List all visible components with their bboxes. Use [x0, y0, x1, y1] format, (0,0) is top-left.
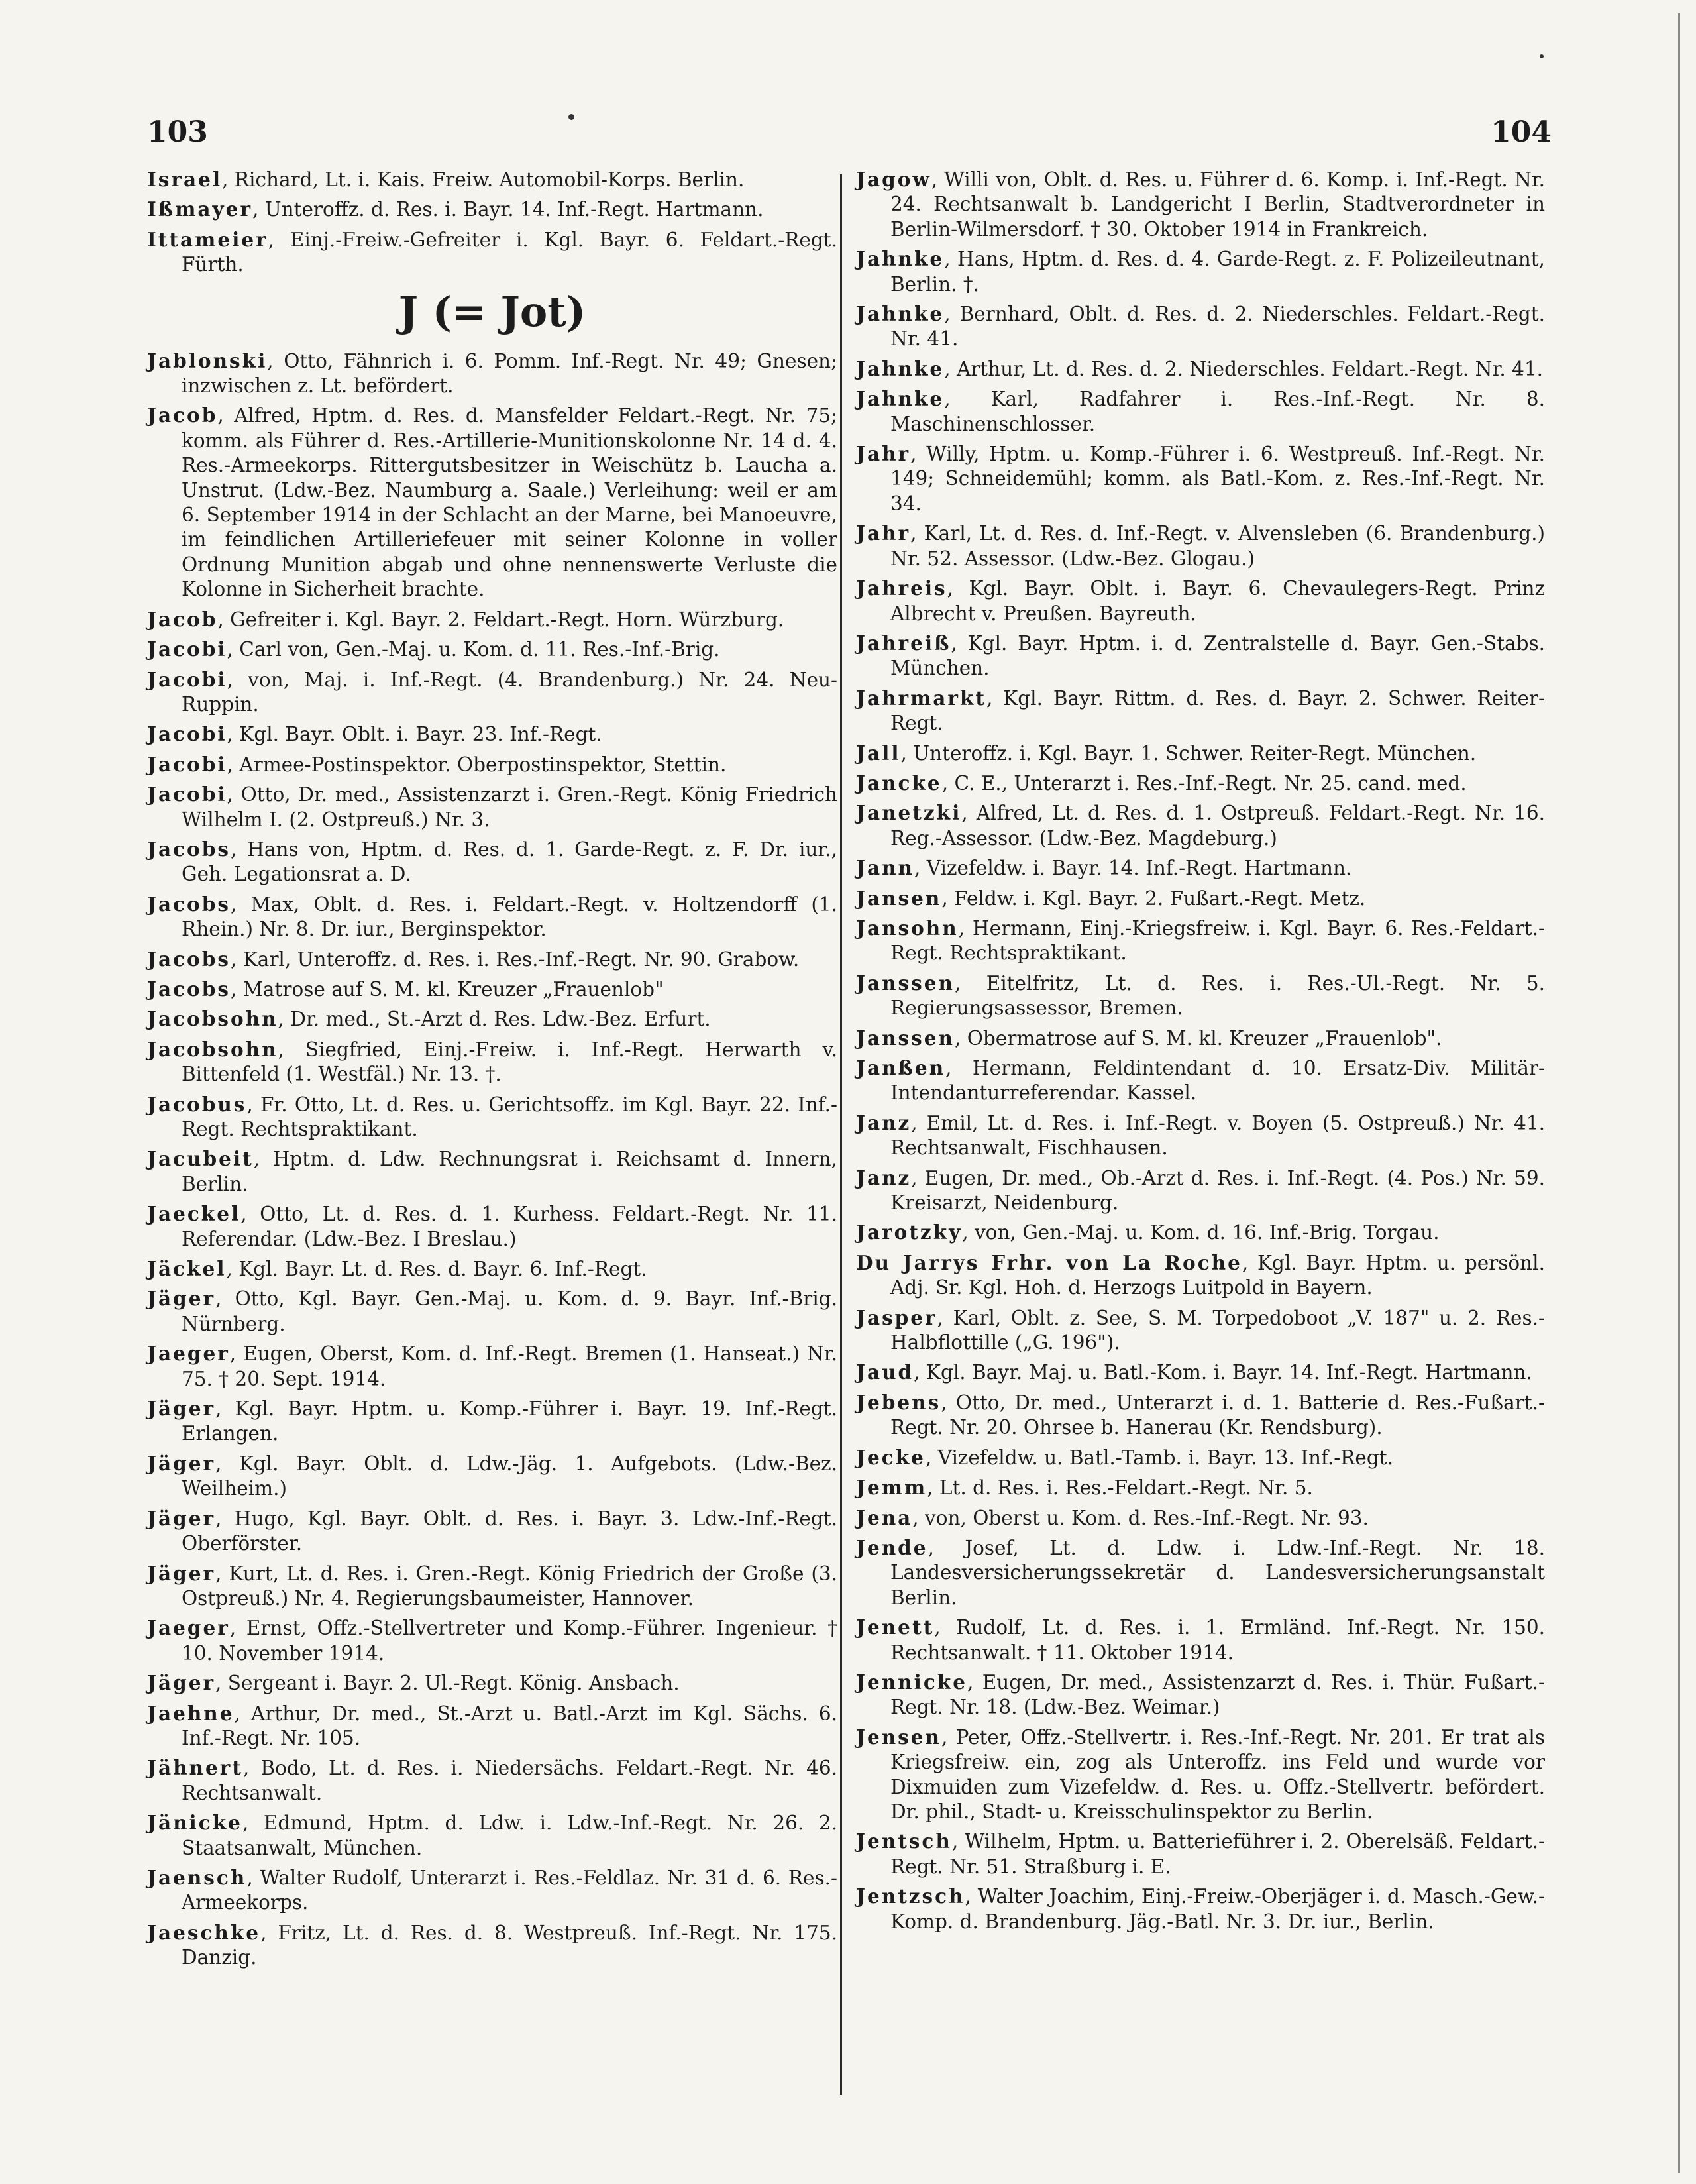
entry-surname: Janz	[856, 1166, 912, 1189]
entry-surname: Jahnke	[856, 247, 945, 271]
register-entry	[147, 1670, 837, 1696]
register-entry	[856, 800, 1545, 851]
register-entry	[147, 1701, 837, 1751]
register-entry	[856, 1360, 1545, 1385]
entry-surname: Jahreis	[856, 576, 947, 600]
register-entry	[147, 637, 837, 662]
entry-surname: Jahrmarkt	[856, 686, 986, 710]
entry-surname: Jall	[856, 741, 901, 765]
register-entry	[856, 246, 1545, 297]
entry-details: , Kgl. Bayr. Hptm. i. d. Zentralstelle d. Bayr. Gen.-Stabs. München.	[890, 631, 1545, 680]
entry-surname: Jahnke	[856, 387, 945, 411]
register-entry	[147, 1865, 837, 1916]
entry-details: , Hans von, Hptm. d. Res. d. 1. Garde-Regt. z. F. Dr. iur., Geh. Legationsrat a. D.	[182, 838, 837, 886]
entry-surname: Jacobi	[147, 752, 227, 776]
entry-surname: Janz	[856, 1111, 912, 1134]
register-entry	[856, 1615, 1545, 1665]
entry-details: , Otto, Lt. d. Res. d. 1. Kurhess. Feldart.-Regt. Nr. 11. Referendar. (Ldw.-Bez. I Breslau.)	[182, 1203, 837, 1250]
register-entry	[856, 1250, 1545, 1301]
entry-details: , Lt. d. Res. i. Res.-Feldart.-Regt. Nr. 5.	[927, 1476, 1313, 1500]
entry-surname: Jancke	[856, 771, 942, 794]
entry-details: , Kurt, Lt. d. Res. i. Gren.-Regt. König Friedrich der Große (3. Ostpreuß.) Nr. 4. Regierungsbaumeister, Hannover.	[182, 1562, 837, 1610]
register-entry	[856, 686, 1545, 736]
register-entry	[856, 1884, 1545, 1934]
entry-details: , Hugo, Kgl. Bayr. Oblt. d. Res. i. Bayr. 3. Ldw.-Inf.-Regt. Oberförster.	[182, 1507, 837, 1555]
entry-surname: Israel	[147, 168, 223, 191]
register-entry	[856, 1445, 1545, 1470]
entry-surname: Jahnke	[856, 356, 945, 380]
page-number-right: 104	[1491, 115, 1552, 149]
entry-details: , Karl, Oblt. z. See, S. M. Torpedoboot „V. 187" u. 2. Res.-Halbflottille („G. 196").	[890, 1306, 1545, 1354]
entry-details: , Willi von, Oblt. d. Res. u. Führer d. 6. Komp. i. Inf.-Regt. Nr. 24. Rechtsanwalt b. Landgericht I Berlin, Stadtverordneter in Berlin-Wilmersdorf. † 30. Oktober 1914 in Frankreich.	[890, 168, 1545, 241]
register-entry	[147, 227, 837, 278]
entry-details: , Karl, Lt. d. Res. d. Inf.-Regt. v. Alvensleben (6. Brandenburg.) Nr. 52. Assessor. (Ldw.-Bez. Glogau.)	[890, 522, 1545, 570]
left-main-entries	[147, 349, 837, 1971]
register-entry	[147, 782, 837, 832]
register-entry	[856, 1670, 1545, 1720]
entry-surname: Jaeschke	[147, 1920, 261, 1944]
register-entry	[856, 631, 1545, 681]
entry-surname: Jaeger	[147, 1342, 230, 1366]
entry-details: , Ernst, Offz.-Stellvertreter und Komp.-Führer. Ingenieur. † 10. November 1914.	[182, 1617, 837, 1665]
entry-surname: Jaeckel	[147, 1202, 241, 1226]
entry-details: , Otto, Kgl. Bayr. Gen.-Maj. u. Kom. d. 9. Bayr. Inf.-Brig. Nürnberg.	[182, 1287, 837, 1335]
entry-details: , Kgl. Bayr. Oblt. i. Bayr. 23. Inf.-Regt.	[227, 723, 602, 746]
entry-surname: Jentsch	[856, 1829, 952, 1853]
register-entry	[147, 1256, 837, 1282]
entry-details: , Eugen, Oberst, Kom. d. Inf.-Regt. Bremen (1. Hanseat.) Nr. 75. † 20. Sept. 1914.	[182, 1342, 837, 1390]
entry-details: , Kgl. Bayr. Hptm. u. persönl. Adj. Sr. Kgl. Hoh. d. Herzogs Luitpold in Bayern.	[890, 1251, 1545, 1299]
entry-surname: Jemm	[856, 1476, 928, 1500]
entry-details: , Siegfried, Einj.-Freiw. i. Inf.-Regt. Herwarth v. Bittenfeld (1. Westfäl.) Nr. 13. †.	[182, 1038, 837, 1086]
entry-details: , Eitelfritz, Lt. d. Res. i. Res.-Ul.-Regt. Nr. 5. Regierungsassessor, Bremen.	[890, 971, 1545, 1020]
register-entry	[856, 441, 1545, 516]
entry-surname: Du Jarrys Frhr. von La Roche	[856, 1250, 1242, 1274]
register-entry	[856, 886, 1545, 911]
entry-details: , Arthur, Dr. med., St.-Arzt u. Batl.-Arzt im Kgl. Sächs. 6. Inf.-Regt. Nr. 105.	[182, 1702, 837, 1749]
entry-details: , von, Gen.-Maj. u. Kom. d. 16. Inf.-Brig. Torgau.	[962, 1221, 1440, 1244]
entry-details: , Walter Joachim, Einj.-Freiw.-Oberjäger i. d. Masch.-Gew.-Komp. d. Brandenburg. Jäg.-Batl. Nr. 3. Dr. iur., Berlin.	[890, 1885, 1545, 1933]
entry-details: , von, Oberst u. Kom. d. Res.-Inf.-Regt. Nr. 93.	[912, 1506, 1369, 1529]
register-entry	[147, 1146, 837, 1197]
entry-details: , Otto, Dr. med., Assistenzarzt i. Gren.-Regt. König Friedrich Wilhelm I. (2. Ostpreuß.) Nr. 3.	[182, 783, 837, 831]
register-entry	[856, 521, 1545, 571]
entry-surname: Jaeger	[147, 1616, 230, 1640]
register-entry	[856, 1305, 1545, 1356]
entry-details: , Alfred, Hptm. d. Res. d. Mansfelder Feldart.-Regt. Nr. 75; komm. als Führer d. Res.-Artillerie-Munitionskolonne Nr. 14 d. 4. Res.-Armeekorps. Rittergutsbesitzer in Weischütz b. Laucha a. Unstrut. (Ldw.-Bez. Naumburg a. Saale.) Verleihung: weil er am 6. September 1914 in der Schlacht an der Marne, bei Manoeuvre, im feindlichen Artilleriefeuer mit seiner Kolonne in voller Ordnung Munition abgab und ohne nennenswerte Verluste die Kolonne in Sicherheit brachte.	[182, 404, 837, 601]
column-divider	[840, 174, 842, 2095]
entry-details: , Arthur, Lt. d. Res. d. 2. Niederschles. Feldart.-Regt. Nr. 41.	[944, 357, 1543, 380]
register-entry	[856, 1725, 1545, 1825]
entry-details: , Hptm. d. Ldw. Rechnungsrat i. Reichsamt d. Innern, Berlin.	[182, 1148, 837, 1195]
entry-details: , Armee-Postinspektor. Oberpostinspektor, Stettin.	[227, 753, 727, 776]
register-entry	[147, 1755, 837, 1806]
entry-details: , Peter, Offz.-Stellvertr. i. Res.-Inf.-Regt. Nr. 201. Er trat als Kriegsfreiw. ein, zog als Unteroffz. ins Feld und wurde vor Dixmuiden zum Vizefeldw. d. Res. u. Offz.-Stellvertr. befördert. Dr. phil., Stadt- u. Kreisschulinspektor zu Berlin.	[890, 1725, 1545, 1823]
print-speck	[1540, 54, 1544, 58]
register-entry	[147, 349, 837, 399]
entry-details: , Vizefeldw. u. Batl.-Tamb. i. Bayr. 13. Inf.-Regt.	[925, 1446, 1393, 1469]
entry-surname: Jäger	[147, 1397, 216, 1421]
entry-surname: Jacobus	[147, 1092, 247, 1116]
register-entry	[856, 1111, 1545, 1161]
entry-surname: Jagow	[856, 168, 931, 191]
register-entry	[147, 1561, 837, 1611]
entry-surname: Jacobi	[147, 637, 227, 661]
entry-surname: Jacob	[147, 607, 218, 631]
register-entry	[147, 403, 837, 602]
right-column	[856, 167, 1545, 1939]
register-entry	[856, 1026, 1545, 1051]
register-entry	[147, 1506, 837, 1556]
register-entry	[147, 1810, 837, 1861]
right-entries	[856, 167, 1545, 1934]
entry-surname: Janssen	[856, 1026, 955, 1050]
register-entry	[147, 752, 837, 777]
register-entry	[147, 1092, 837, 1142]
entry-details: , Fr. Otto, Lt. d. Res. u. Gerichtsoffz. im Kgl. Bayr. 22. Inf.-Regt. Rechtspraktikant.	[182, 1093, 837, 1140]
register-entry	[856, 1535, 1545, 1610]
entry-surname: Jansen	[856, 886, 942, 910]
register-entry	[147, 722, 837, 747]
register-entry	[147, 1286, 837, 1337]
entry-surname: Jäger	[147, 1671, 216, 1695]
register-entry	[147, 197, 837, 222]
entry-details: , Vizefeldw. i. Bayr. 14. Inf.-Regt. Hartmann.	[914, 857, 1352, 880]
register-entry	[856, 167, 1545, 242]
entry-details: , Gefreiter i. Kgl. Bayr. 2. Feldart.-Regt. Horn. Würzburg.	[217, 608, 784, 631]
entry-details: , Kgl. Bayr. Maj. u. Batl.-Kom. i. Bayr. 14. Inf.-Regt. Hartmann.	[914, 1361, 1532, 1384]
entry-surname: Jasper	[856, 1305, 937, 1329]
entry-details: , von, Maj. i. Inf.-Regt. (4. Brandenburg.) Nr. 24. Neu-Ruppin.	[182, 668, 837, 716]
entry-details: , Eugen, Dr. med., Ob.-Arzt d. Res. i. Inf.-Regt. (4. Pos.) Nr. 59. Kreisarzt, Neidenburg.	[890, 1166, 1545, 1215]
entry-details: , Josef, Lt. d. Ldw. i. Ldw.-Inf.-Regt. Nr. 18. Landesversicherungssekretär d. Landesversicherungsanstalt Berlin.	[890, 1536, 1545, 1609]
register-entry	[856, 386, 1545, 437]
entry-details: , Obermatrose auf S. M. kl. Kreuzer „Frauenlob".	[954, 1026, 1442, 1050]
left-top-entries	[147, 167, 837, 278]
entry-surname: Jacobs	[147, 892, 231, 916]
entry-details: , Kgl. Bayr. Oblt. i. Bayr. 6. Chevaulegers-Regt. Prinz Albrecht v. Preußen. Bayreuth.	[890, 577, 1545, 625]
register-entry	[147, 837, 837, 887]
entry-surname: Janßen	[856, 1056, 946, 1079]
register-entry	[856, 916, 1545, 966]
entry-surname: Jäger	[147, 1561, 216, 1585]
entry-surname: Jahreiß	[856, 631, 951, 655]
entry-details: , Eugen, Dr. med., Assistenzarzt d. Res. i. Thür. Fußart.-Regt. Nr. 18. (Ldw.-Bez. Weimar.)	[890, 1670, 1545, 1719]
entry-details: , Bernhard, Oblt. d. Res. d. 2. Niederschles. Feldart.-Regt. Nr. 41.	[890, 303, 1545, 351]
entry-surname: Jarotzky	[856, 1221, 963, 1244]
register-entry	[856, 741, 1545, 766]
register-entry	[147, 1037, 837, 1087]
entry-details: , Max, Oblt. d. Res. i. Feldart.-Regt. v. Holtzendorff (1. Rhein.) Nr. 8. Dr. iur., Berginspektor.	[182, 893, 837, 941]
entry-surname: Jende	[856, 1535, 928, 1559]
entry-surname: Ißmayer	[147, 197, 252, 221]
register-entry	[147, 167, 837, 192]
register-entry	[147, 1341, 837, 1392]
entry-surname: Jacobsohn	[147, 1007, 278, 1031]
entry-surname: Ittameier	[147, 227, 268, 251]
entry-details: , Unteroffz. d. Res. i. Bayr. 14. Inf.-Regt. Hartmann.	[252, 198, 764, 221]
register-entry	[856, 576, 1545, 626]
register-entry	[856, 1475, 1545, 1500]
entry-surname: Jaud	[856, 1360, 914, 1384]
register-entry	[147, 1920, 837, 1971]
register-entry	[147, 1451, 837, 1502]
entry-surname: Jahnke	[856, 302, 945, 326]
register-entry	[147, 947, 837, 972]
entry-details: , Otto, Fähnrich i. 6. Pomm. Inf.-Regt. Nr. 49; Gnesen; inzwischen z. Lt. befördert.	[182, 349, 837, 398]
page-number-left: 103	[147, 115, 208, 149]
register-entry	[147, 1615, 837, 1666]
entry-surname: Jebens	[856, 1390, 941, 1414]
entry-details: , Dr. med., St.-Arzt d. Res. Ldw.-Bez. Erfurt.	[278, 1008, 711, 1031]
entry-details: , Hans, Hptm. d. Res. d. 4. Garde-Regt. z. F. Polizeileutnant, Berlin. †.	[890, 248, 1545, 296]
register-entry	[856, 1166, 1545, 1216]
register-entry	[147, 892, 837, 942]
entry-details: , Sergeant i. Bayr. 2. Ul.-Regt. König. Ansbach.	[215, 1672, 680, 1695]
entry-surname: Jenett	[856, 1615, 935, 1639]
register-entry	[147, 1007, 837, 1032]
entry-surname: Jentzsch	[856, 1884, 965, 1908]
register-entry	[856, 771, 1545, 796]
entry-details: , Fritz, Lt. d. Res. d. 8. Westpreuß. Inf.-Regt. Nr. 175. Danzig.	[182, 1921, 837, 1969]
entry-surname: Janetzki	[856, 801, 962, 825]
left-column	[147, 167, 837, 1975]
entry-surname: Jacobi	[147, 783, 227, 806]
entry-details: , Unteroffz. i. Kgl. Bayr. 1. Schwer. Reiter-Regt. München.	[900, 741, 1477, 765]
entry-details: , Matrose auf S. M. kl. Kreuzer „Frauenlob"	[230, 977, 664, 1001]
register-entry	[856, 1220, 1545, 1245]
entry-details: , Kgl. Bayr. Oblt. d. Ldw.-Jäg. 1. Aufgebots. (Ldw.-Bez. Weilheim.)	[182, 1452, 837, 1500]
entry-surname: Jäckel	[147, 1257, 227, 1281]
entry-details: , Feldw. i. Kgl. Bayr. 2. Fußart.-Regt. Metz.	[941, 887, 1366, 910]
entry-details: , Willy, Hptm. u. Komp.-Führer i. 6. Westpreuß. Inf.-Regt. Nr. 149; Schneidemühl; komm. als Batl.-Kom. z. Res.-Inf.-Regt. Nr. 34.	[890, 443, 1545, 515]
entry-surname: Jansohn	[856, 916, 959, 940]
entry-details: , Edmund, Hptm. d. Ldw. i. Ldw.-Inf.-Regt. Nr. 26. 2. Staatsanwalt, München.	[182, 1812, 837, 1859]
entry-details: , Einj.-Freiw.-Gefreiter i. Kgl. Bayr. 6. Feldart.-Regt. Fürth.	[182, 228, 837, 276]
entry-surname: Jacobsohn	[147, 1037, 278, 1061]
entry-surname: Jacobi	[147, 722, 227, 746]
register-entry	[856, 1390, 1545, 1441]
entry-surname: Jäger	[147, 1451, 216, 1475]
entry-details: , Kgl. Bayr. Hptm. u. Komp.-Führer i. Bayr. 19. Inf.-Regt. Erlangen.	[182, 1397, 837, 1445]
register-entry	[856, 356, 1545, 382]
print-speck	[568, 114, 574, 120]
entry-surname: Jann	[856, 856, 914, 880]
entry-surname: Jena	[856, 1505, 913, 1529]
entry-surname: Jäger	[147, 1506, 216, 1530]
register-entry	[856, 1829, 1545, 1879]
entry-surname: Jähnert	[147, 1756, 243, 1780]
register-entry	[856, 1505, 1545, 1531]
register-entry	[147, 607, 837, 632]
entry-surname: Janssen	[856, 971, 955, 995]
entry-surname: Jäger	[147, 1287, 216, 1311]
section-heading: J (= Jot)	[398, 287, 586, 336]
entry-surname: Jecke	[856, 1445, 926, 1469]
register-entry	[147, 667, 837, 718]
entry-details: , Hermann, Einj.-Kriegsfreiw. i. Kgl. Bayr. 6. Res.-Feldart.-Regt. Rechtspraktikant.	[890, 916, 1545, 965]
register-entry	[147, 1201, 837, 1252]
entry-surname: Jacobs	[147, 977, 231, 1001]
register-entry	[856, 855, 1545, 881]
entry-surname: Jacobi	[147, 667, 227, 691]
entry-details: , Kgl. Bayr. Lt. d. Res. d. Bayr. 6. Inf.-Regt.	[226, 1258, 647, 1281]
entry-details: , C. E., Unterarzt i. Res.-Inf.-Regt. Nr. 25. cand. med.	[941, 771, 1467, 794]
register-entry	[147, 977, 837, 1002]
entry-surname: Jacubeit	[147, 1147, 254, 1171]
entry-details: , Wilhelm, Hptm. u. Batterieführer i. 2. Oberelsäß. Feldart.-Regt. Nr. 51. Straßburg i. E.	[890, 1830, 1545, 1878]
entry-details: , Otto, Dr. med., Unterarzt i. d. 1. Batterie d. Res.-Fußart.-Regt. Nr. 20. Ohrsee b. Hanerau (Kr. Rendsburg).	[890, 1391, 1545, 1439]
entry-details: , Richard, Lt. i. Kais. Freiw. Automobil-Korps. Berlin.	[222, 168, 745, 191]
entry-details: , Hermann, Feldintendant d. 10. Ersatz-Div. Militär-Intendanturreferendar. Kassel.	[890, 1057, 1545, 1105]
entry-surname: Jablonski	[147, 349, 268, 372]
entry-surname: Jaehne	[147, 1701, 235, 1725]
entry-details: , Walter Rudolf, Unterarzt i. Res.-Feldlaz. Nr. 31 d. 6. Res.-Armeekorps.	[182, 1866, 837, 1914]
entry-surname: Jahr	[856, 521, 911, 545]
entry-surname: Jacob	[147, 404, 218, 427]
page-edge-shadow	[1678, 13, 1680, 2173]
register-entry	[147, 1396, 837, 1447]
entry-details: , Karl, Unteroffz. d. Res. i. Res.-Inf.-Regt. Nr. 90. Grabow.	[230, 948, 800, 971]
entry-details: , Kgl. Bayr. Rittm. d. Res. d. Bayr. 2. Schwer. Reiter-Regt.	[890, 686, 1545, 735]
entry-surname: Jahr	[856, 442, 911, 466]
register-entry	[856, 971, 1545, 1021]
entry-surname: Jensen	[856, 1725, 941, 1749]
entry-details: , Rudolf, Lt. d. Res. i. 1. Ermländ. Inf.-Regt. Nr. 150. Rechtsanwalt. † 11. Oktober 1914.	[890, 1616, 1545, 1664]
register-entry	[856, 301, 1545, 352]
entry-surname: Jacobs	[147, 837, 231, 861]
entry-details: , Karl, Radfahrer i. Res.-Inf.-Regt. Nr. 8. Maschinenschlosser.	[890, 388, 1545, 435]
entry-surname: Jaensch	[147, 1865, 247, 1889]
entry-details: , Emil, Lt. d. Res. i. Inf.-Regt. v. Boyen (5. Ostpreuß.) Nr. 41. Rechtsanwalt, Fischhausen.	[890, 1111, 1545, 1160]
entry-details: , Alfred, Lt. d. Res. d. 1. Ostpreuß. Feldart.-Regt. Nr. 16. Reg.-Assessor. (Ldw.-Bez. Magdeburg.)	[890, 802, 1545, 849]
entry-surname: Jacobs	[147, 947, 231, 971]
entry-details: , Carl von, Gen.-Maj. u. Kom. d. 11. Res.-Inf.-Brig.	[227, 638, 720, 661]
register-entry	[856, 1056, 1545, 1106]
entry-surname: Jänicke	[147, 1811, 242, 1835]
entry-surname: Jennicke	[856, 1670, 967, 1694]
entry-details: , Bodo, Lt. d. Res. i. Niedersächs. Feldart.-Regt. Nr. 46. Rechtsanwalt.	[182, 1757, 837, 1804]
